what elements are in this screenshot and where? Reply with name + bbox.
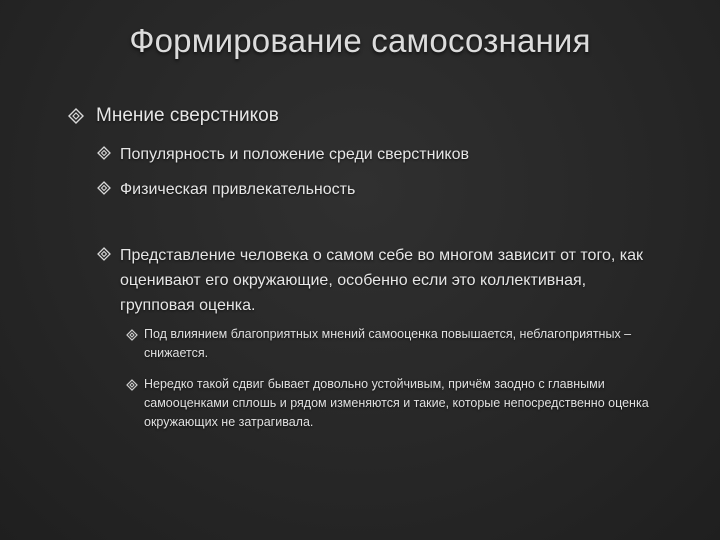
bullet-text: Популярность и положение среди сверстников xyxy=(120,146,469,163)
diamond-bullet-icon xyxy=(94,178,114,198)
slide-title: Формирование самосознания xyxy=(129,22,591,59)
bullet-item-stable-shift xyxy=(124,375,664,432)
bullet-item-self-esteem-change xyxy=(124,325,664,363)
bullet-item-popularity xyxy=(94,142,664,167)
bullet-text: Представление человека о самом себе во многом зависит от того, как оценивают его окружающие, особенно если это коллективная, групповая оценка. xyxy=(120,247,643,314)
bullet-text: Нередко такой сдвиг бывает довольно устойчивым, причём заодно с главными самооценками сплошь и рядом изменяются и такие, которые непосредственно оценка окружающих не затрагивала. xyxy=(144,377,649,429)
bullet-item-attractiveness xyxy=(94,177,664,202)
diamond-bullet-icon xyxy=(94,143,114,163)
bullet-text: Мнение сверстников xyxy=(96,105,279,126)
diamond-bullet-icon xyxy=(64,104,88,128)
diamond-bullet-icon xyxy=(124,327,140,343)
bullet-text: Физическая привлекательность xyxy=(120,181,356,198)
bullet-item-self-image xyxy=(94,243,664,318)
bullet-item-peer-opinion xyxy=(64,104,664,128)
diamond-bullet-icon xyxy=(94,244,114,264)
bullet-text: Под влиянием благоприятных мнений самооценка повышается, неблагоприятных – снижается. xyxy=(144,327,632,360)
diamond-bullet-icon xyxy=(124,377,140,393)
